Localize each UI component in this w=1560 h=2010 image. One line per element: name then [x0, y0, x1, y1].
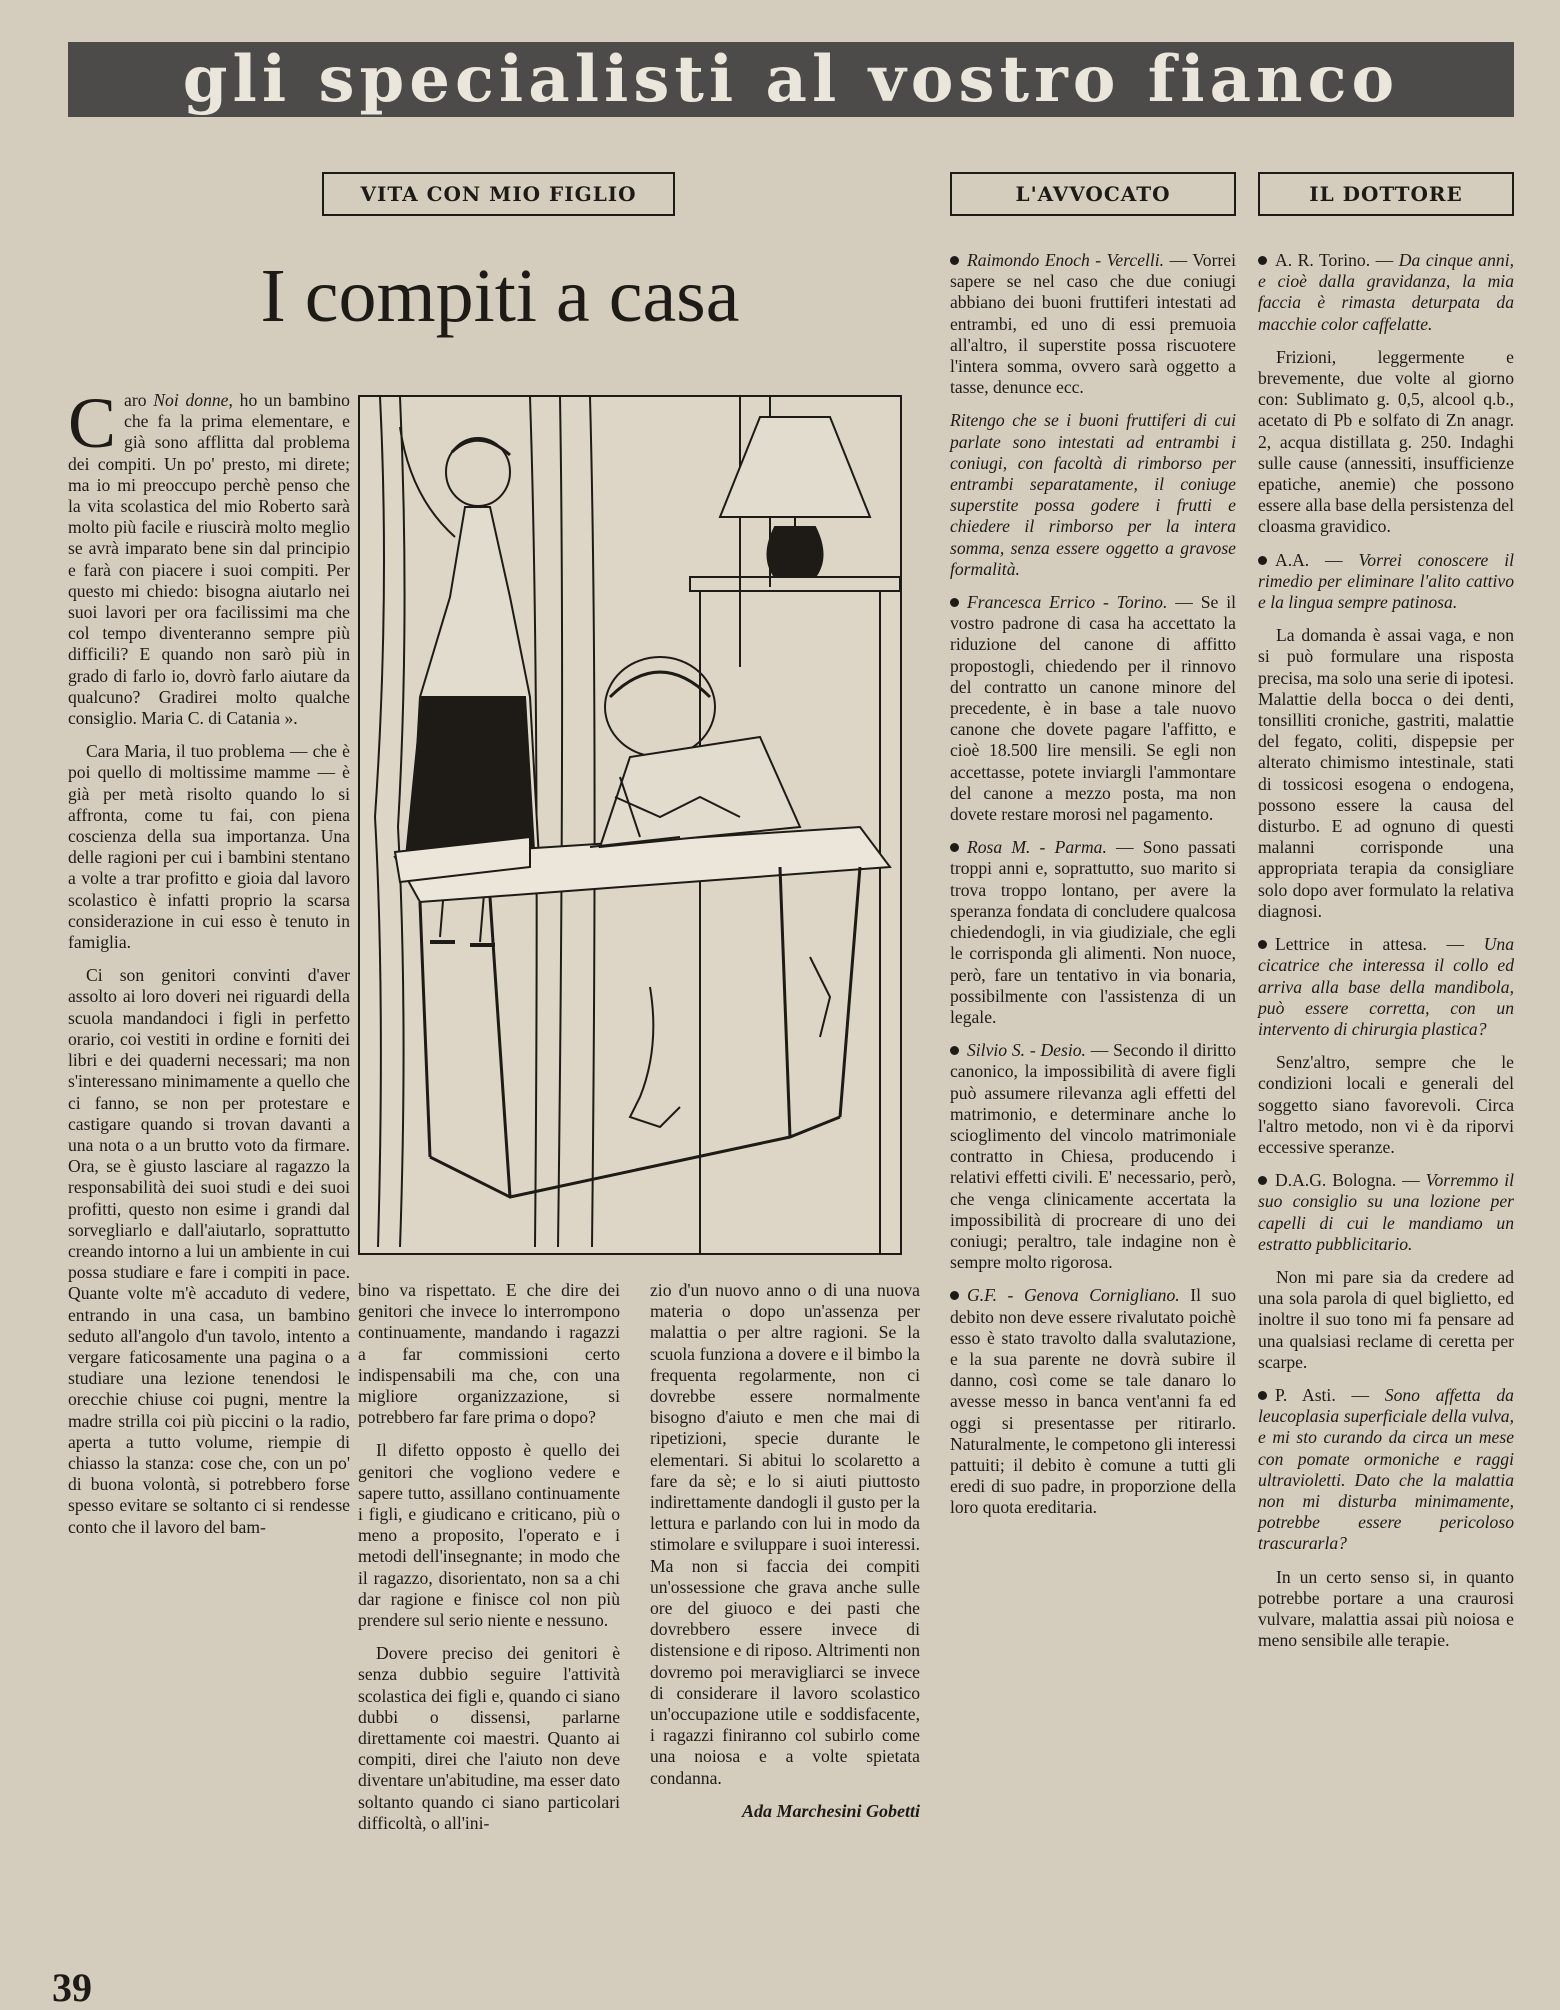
page-number: 39: [52, 1965, 92, 2010]
article-paragraph: Ci son genitori convinti d'aver assolto ai loro doveri nei riguardi della scuola mandandoci i figli in perfetto orario, coi vestiti in ordine e forniti dei libri e dei quaderni necessari; ma non s'interessano minimamente a quello che ci fanno, se non per protestare e castigare quando si trovan davanti a una nota o a un brutto voto da firmare. Ora, se è giusto lasciare al ragazzo la responsabilità dei suoi studi e dei suoi profitti, questo non esime i grandi dal sorvegliarlo e dall'aiutarlo, soprattutto creando intorno a lui un ambiente in cui possa studiare e fare i compiti in pace. Quante volte m'è accaduto di vedere, entrando in una casa, un bambino seduto all'angolo d'un tavolo, intento a vergare faticosamente una pagina o a studiare una lezione tenendosi le orecchie chiuse coi pugni, mentre la madre strilla coi più piccini o la radio, aperta a tutto volume, riempie di chiasso la stanza: cose che, con un po' di buona volontà, si potrebbero forse spesso evitare se soltanto ci si rendesse conto che il lavoro del bam-: [68, 965, 350, 1537]
dottore-question: D.A.G. Bologna. — Vorremmo il suo consiglio su una lozione per capelli di cui le mandiamo un estratto pubblicitario.: [1258, 1170, 1514, 1254]
dottore-answer: La domanda è assai vaga, e non si può formulare una risposta precisa, ma solo una serie di ipotesi. Malattie della bocca o dei denti, tonsilliti croniche, gastriti, malattie del fegato, coliti, dispepsie per alterato chimismo intestinale, stati di tossicosi esogena o endogena, possono essere la causa del disturbo. E ad ognuno di questi malanni corrisponde una appropriata terapia da consigliare solo dopo aver formulato la relativa diagnosi.: [1258, 625, 1514, 921]
dottore-answer: Senz'altro, sempre che le condizioni locali e generali del soggetto siano favorevoli. Circa l'altro metodo, non vi è da riporvi eccessive speranze.: [1258, 1052, 1514, 1157]
avvocato-letter: Francesca Errico - Torino. — Se il vostro padrone di casa ha accettato la riduzione del canone di affitto propostogli, chiedendo per il rinnovo del contratto un canone minore del precedente, è in base a tale nuovo canone che dovete pagare l'affitto, e cioè 18.500 lire mensili. Se egli non accettasse, potete inviargli l'ammontare del canone a mezzo posta, ma non dovete restare morosi nel pagamento.: [950, 592, 1236, 825]
avvocato-letter: Rosa M. - Parma. — Sono passati troppi anni e, soprattutto, suo marito si trova troppo lontano, per avere la speranza fondata di concludere qualcosa chiedendogli, in via giudiziale, che egli le corrisponda gli alimenti. Non nuoce, però, fare un tentativo in via bonaria, possibilmente con l'assistenza di un legale.: [950, 837, 1236, 1027]
dottore-question: A.A. — Vorrei conoscere il rimedio per eliminare l'alito cattivo e la lingua sempre patinosa.: [1258, 549, 1514, 613]
dottore-question: P. Asti. — Sono affetta da leucoplasia superficiale della vulva, e mi sto curando da circa un mese con pomate ormoniche e raggi ultravioletti. Dato che la malattia non mi disturba minimamente, potrebbe essere pericoloso trascurarla?: [1258, 1384, 1514, 1554]
dottore-answer: Frizioni, leggermente e brevemente, due volte al giorno con: Sublimato g. 0,5, alcool q.b., acetato di Pb e solfato di Zn anagr. 2, acqua distillata g. 250. Indaghi sulle cause (annessiti, insufficienze epatiche, anemie) che possono essere alla base della persistenza del cloasma gravidico.: [1258, 346, 1514, 537]
page-banner: [68, 42, 1514, 117]
article-column-2: [358, 1280, 620, 1846]
section-header-vita: VITA CON MIO FIGLIO: [322, 172, 675, 216]
drop-cap: C: [68, 383, 117, 463]
dottore-column: [1258, 250, 1514, 1663]
dottore-question: A. R. Torino. — Da cinque anni, e cioè dalla gravidanza, la mia faccia è rimasta deturpata da macchie color caffelatte.: [1258, 250, 1514, 334]
dottore-question: Lettrice in attesa. — Una cicatrice che interessa il collo ed arriva alla base della mandibola, può essere corretta, con un intervento di chirurgia plastica?: [1258, 934, 1514, 1039]
article-paragraph: Cara Maria, il tuo problema — che è poi quello di moltissime mamme — è già per metà risolto quando lo si affronta, come tu fai, con piena coscienza della sua importanza. Una delle ragioni per cui i bambini stentano a volte a trar profitto e gioia dal lavoro scolastico è infatti proprio la scarsa considerazione in cui esso è tenuto in famiglia.: [68, 741, 350, 953]
dottore-answer: Non mi pare sia da credere ad una sola parola di quel biglietto, ed inoltre il suo tono mi fa pensare ad una qualsiasi reclame di ceretta per scarpe.: [1258, 1266, 1514, 1372]
article-paragraph: Il difetto opposto è quello dei genitori che vogliono vedere e sapere tutto, assillano continuamente i figli, e giudicano e criticano, più o meno a proposito, l'operato e i metodi dell'insegnante; in modo che il ragazzo, disorientato, non sa a chi dar ragione e finisce col non più prendere sul serio niente e nessuno.: [358, 1440, 620, 1631]
avvocato-column: [950, 250, 1236, 1531]
article-paragraph: zio d'un nuovo anno o di una nuova materia o dopo un'assenza per malattia o per altre ragioni. Se la scuola funziona a dovere e il bimbo la frequenta regolarmente, non ci dovrebbe essere normalmente bisogno d'aiuto e men che mai di ripetizioni, specie durante le elementari. Si abitui lo scolaretto a fare da sè; e lo si aiuti piuttosto indirettamente dandogli il gusto per la lettura e parlando con lui in modo da stimolare e sviluppare i suoi interessi. Ma non si faccia dei compiti un'ossessione che grava anche sulle ore del giuoco e dei pasti che dovrebbero essere invece di distensione e di riposo. Altrimenti non dovremo poi meravigliarci se invece di considerare il lavoro scolastico un'occupazione utile e soddisfacente, i ragazzi finiranno col subirlo come una noiosa e a volte spietata condanna.: [650, 1280, 920, 1788]
avvocato-letter: Raimondo Enoch - Vercelli. — Vorrei sapere se nel caso che due coniugi abbiano dei buoni fruttiferi intestati ad entrambi, ed uno di essi premuoia all'altro, il superstite possa riscuotere l'intera somma, ovvero sarà oggetto a tasse, denunce ecc.: [950, 250, 1236, 398]
article-paragraph: Dovere preciso dei genitori è senza dubbio seguire l'attività scolastica dei figli e, quando ci siano dubbi o dissensi, parlarne direttamente coi maestri. Quanto ai compiti, direi che l'aiuto non deve diventare un'abitudine, ma esser dato soltanto quando ci siano particolari difficoltà, o all'ini-: [358, 1643, 620, 1833]
section-header-avvocato: L'AVVOCATO: [950, 172, 1236, 216]
article-column-1: [68, 383, 350, 1550]
article-column-3: [650, 1280, 920, 1822]
illustration: [358, 395, 902, 1255]
article-title: I compiti a casa: [260, 254, 740, 338]
article-paragraph: bino va rispettato. E che dire dei genitori che invece lo interrompono continuamente, mandando i ragazzi a far commissioni certo indispensabili ma che, con una migliore organizzazione, si potrebbero far fare prima o dopo?: [358, 1280, 620, 1428]
article-signature: Ada Marchesini Gobetti: [741, 1800, 920, 1821]
article-paragraph: aro Noi donne, ho un bambino che fa la prima elementare, e già sono afflitta dal problema dei compiti. Un po' presto, mi direte; ma io mi preoccupo perchè penso che la vita scolastica del mio Roberto sarà molto più facile e riuscirà molto meglio se avrà imparato bene sin dal principio e farà con piacere i suoi compiti. Per questo mi chiedo: bisogna aiutarlo nei suoi lavori per ora facilissimi ma che col tempo diventeranno sempre più difficili? E quando non sarò più in grado di farlo io, dovrò farlo aiutare da qualcuno? Gradirei molto qualche consiglio. Maria C. di Catania ».: [68, 390, 350, 729]
avvocato-answer: Ritengo che se i buoni fruttiferi di cui parlate sono intestati ad entrambi i coniugi, con facoltà di rimborso per entrambi separatamente, il coniuge superstite possa godere i frutti e chiedere il rimborso per la intera somma, senza essere oggetto a gravose formalità.: [950, 410, 1236, 579]
dottore-answer: In un certo senso si, in quanto potrebbe portare a una craurosi vulvare, malattia assai più noiosa e meno sensibile alle terapie.: [1258, 1566, 1514, 1651]
banner-title: gli specialisti al vostro fianco: [182, 41, 1400, 117]
section-header-dottore: IL DOTTORE: [1258, 172, 1514, 216]
avvocato-letter: Silvio S. - Desio. — Secondo il diritto canonico, la impossibilità di avere figli può assumere rilevanza agli effetti del matrimonio, e determinare anche lo scioglimento del vincolo matrimoniale contratto in Chiesa, producendo i relativi effetti civili. E' necessario, però, che venga clinicamente accertata la impossibilità di procreare di uno dei coniugi; peraltro, tale indagine non è sempre molto rigorosa.: [950, 1040, 1237, 1273]
avvocato-letter: G.F. - Genova Cornigliano. Il suo debito non deve essere rivalutato poichè esso è stato travolto dalla svalutazione, e la sua parente ne dovrà subire il danno, così come se tale danaro lo avesse messo in banca vent'anni fa ed oggi si presentasse per ritirarlo. Naturalmente, le competono gli interessi pattuiti; il debito è comune a tutti gli eredi di suo padre, in proporzione della loro quota ereditaria.: [950, 1285, 1236, 1518]
mother-child-homework-illustration: [360, 397, 900, 1253]
